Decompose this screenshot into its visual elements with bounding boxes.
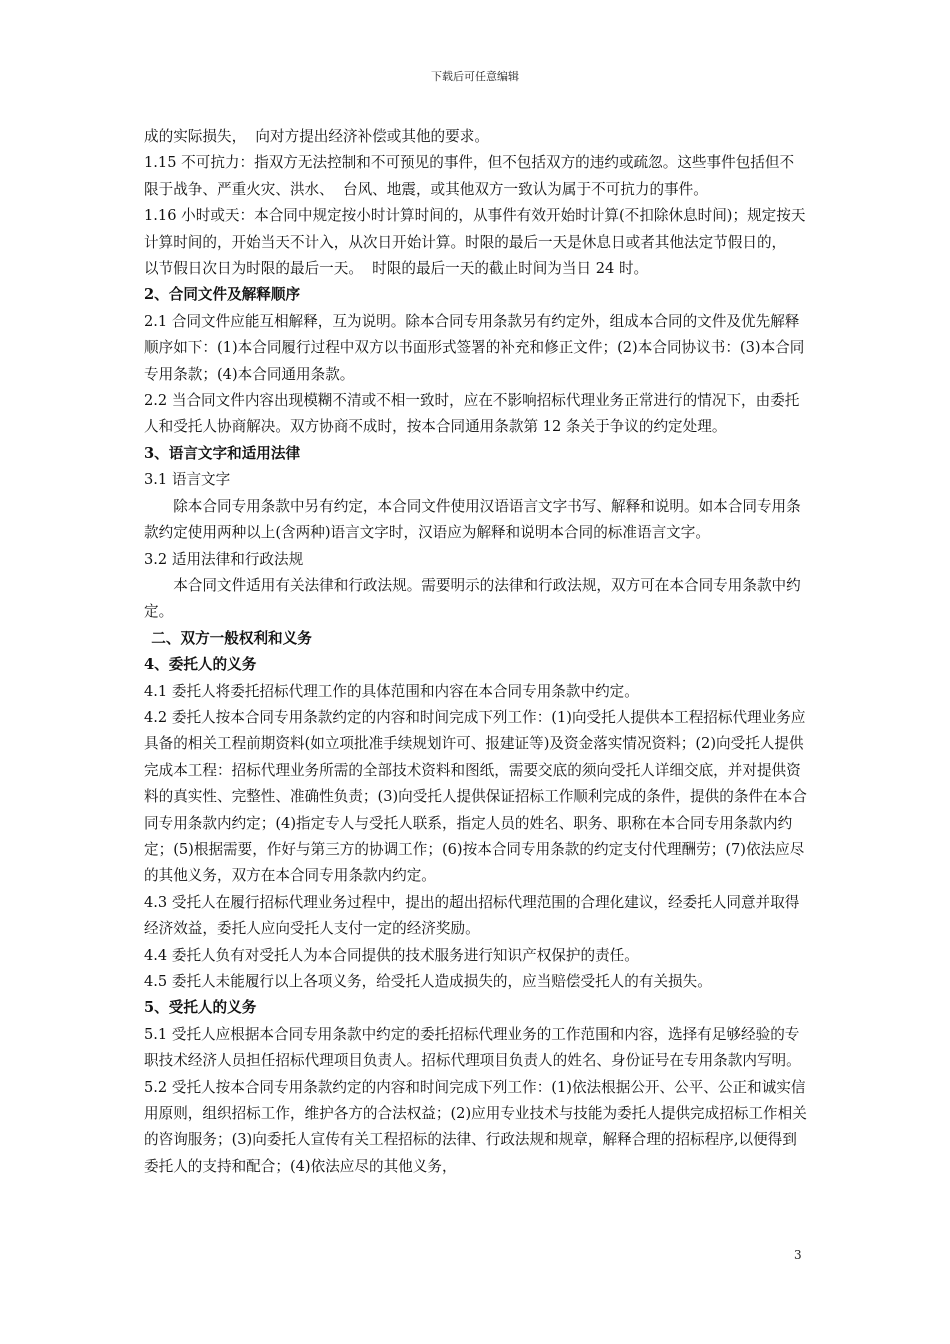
clause-4-2: 4.2 委托人按本合同专用条款约定的内容和时间完成下列工作：(1)向受托人提供本工程招标代理业务应具备的相关工程前期资料(如立项批准手续规划许可、报建证等)及资金落实情况资料；(2)向受托人提供完成本工程：招标代理业务所需的全部技术资料和图纸，需要交底的须向受托人详细交底，并对提供资料的真实性、完整性、准确性负责；(3)向受托人提供保证招标工作顺利完成的条件，提供的条件在本合同专用条款内约定；(4)指定专人与受托人联系，指定人员的姓名、职务、职称在本合同专用条款内约定；(5)根据需要，作好与第三方的协调工作；(6)按本合同专用条款的约定支付代理酬劳；(7)依法应尽的其他义务，双方在本合同专用条款内约定。 xyxy=(144,708,807,885)
paragraph: 成的实际损失， 向对方提出经济补偿或其他的要求。 xyxy=(144,128,489,145)
clause-4-5: 4.5 委托人未能履行以上各项义务，给受托人造成损失的，应当赔偿受托人的有关损失。 xyxy=(144,973,712,990)
clause-4-3: 4.3 受托人在履行招标代理业务过程中，提出的超出招标代理范围的合理化建议，经委托人同意并取得经济效益，委托人应向受托人支付一定的经济奖励。 xyxy=(144,893,800,938)
clause-1-16: 1.16 小时或天：本合同中规定按小时计算时间的，从事件有效开始时计算(不扣除休息时间)；规定按天计算时间的，开始当天不计入，从次日开始计算。时限的最后一天是休息日或者其他法定节假日的， 以节假日次日为时限的最后一天。 时限的最后一天的截止时间为当日 24 时。 xyxy=(144,207,806,278)
clause-2-1: 2.1 合同文件应能互相解释，互为说明。除本合同专用条款另有约定外，组成本合同的文件及优先解释顺序如下：(1)本合同履行过程中双方以书面形式签署的补充和修正文件；(2)本合同协议书：(3)本合同专用条款；(4)本合同通用条款。 xyxy=(144,312,805,383)
clause-5-1: 5.1 受托人应根据本合同专用条款中约定的委托招标代理业务的工作范围和内容，选择有足够经验的专职技术经济人员担任招标代理项目负责人。招标代理项目负责人的姓名、身份证号在专用条款内写明。 xyxy=(144,1025,801,1070)
page-number: 3 xyxy=(794,1248,802,1262)
clause-3-1-body: 除本合同专用条款中另有约定，本合同文件使用汉语语言文字书写、解释和说明。如本合同专用条款约定使用两种以上(含两种)语言文字时，汉语应为解释和说明本合同的标准语言文字。 xyxy=(144,497,801,542)
clause-5-2: 5.2 受托人按本合同专用条款约定的内容和时间完成下列工作：(1)依法根据公开、公平、公正和诚实信用原则，组织招标工作，维护各方的合法权益；(2)应用专业技术与技能为委托人提供完成招标工作相关的咨询服务；(3)向委托人宣传有关工程招标的法律、行政法规和规章，解释合理的招标程序,以便得到委托人的支持和配合；(4)依法应尽的其他义务， xyxy=(144,1078,807,1175)
section-heading-3: 3、语言文字和适用法律 xyxy=(144,444,301,462)
section-heading-5: 5、受托人的义务 xyxy=(144,999,257,1017)
part-heading-2: 二、双方一般权利和义务 xyxy=(151,629,312,647)
clause-3-1-title: 3.1 语言文字 xyxy=(144,471,231,489)
clause-4-1: 4.1 委托人将委托招标代理工作的具体范围和内容在本合同专用条款中约定。 xyxy=(144,682,639,700)
section-heading-4: 4、委托人的义务 xyxy=(144,656,257,674)
page-header: 下载后可任意编辑 xyxy=(431,70,519,83)
clause-4-4: 4.4 委托人负有对受托人为本合同提供的技术服务进行知识产权保护的责任。 xyxy=(144,946,639,964)
clause-2-2: 2.2 当合同文件内容出现模糊不清或不相一致时，应在不影响招标代理业务正常进行的情况下，由委托人和受托人协商解决。双方协商不成时，按本合同通用条款第 12 条关于争议的约定处理。 xyxy=(144,392,800,436)
clause-3-2-title: 3.2 适用法律和行政法规 xyxy=(144,550,304,568)
document-body xyxy=(144,124,808,1180)
clause-1-15: 1.15 不可抗力：指双方无法控制和不可预见的事件，但不包括双方的违约或疏忽。这些事件包括但不限于战争、严重火灾、洪水、 台风、地震，或其他双方一致认为属于不可抗力的事件。 xyxy=(144,154,795,198)
clause-3-2-body: 本合同文件适用有关法律和行政法规。需要明示的法律和行政法规，双方可在本合同专用条款中约定。 xyxy=(144,576,801,621)
section-heading-2: 2、合同文件及解释顺序 xyxy=(144,286,301,304)
